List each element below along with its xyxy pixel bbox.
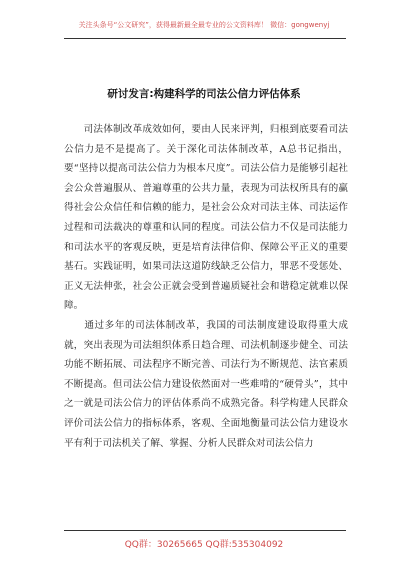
- paragraph-2: 通过多年的司法体制改革，我国的司法制度建设取得重大成就，突出表现为司法组织体系日趋合理、司法机制逐步健全、司法功能不断拓展、司法程序不断完善、司法行为不断规范、法官素质不断提高。但司法公信力建设依然面对一些难啃的“硬骨头”，其中之一就是司法公信力的评估体系尚不成熟完备。科学构建人民群众评价司法公信力的指标体系，客观、全面地衡量司法公信力建设水平有利于司法机关了解、掌握、分析人民群众对司法公信力: [64, 319, 348, 449]
- paragraph-1: 司法体制改革成效如何，要由人民来评判，归根到底要看司法公信力是不是提高了。关于深化司法体制改革，A总书记指出，要“坚持以提高司法公信力为根本尺度”。司法公信力是能够引起社会公众普遍服从、普遍尊重的公共力量，表现为司法权所具有的赢得社会公众信任和信赖的能力，是社会公众对司法主体、司法运作过程和司法裁决的尊重和认同的程度。司法公信力不仅是司法能力和司法水平的客观反映，更是培育法律信仰、保障公平正义的重要基石。实践证明，如果司法这道防线缺乏公信力，罪恶不受惩处、正义无法伸张，社会公正就会受到普遍质疑社会和谐稳定就难以保障。: [64, 124, 348, 312]
- document-body: [64, 120, 348, 453]
- footer-contact: QQ群：30265665 QQ群:535304092: [124, 540, 284, 550]
- header-divider: [64, 38, 346, 39]
- header-note: 关注头条号“公文研究”，获得最新最全最专业的公文资料库！ 微信：gongwenyj: [78, 21, 330, 29]
- document-title: 研讨发言:构建科学的司法公信力评估体系: [107, 88, 301, 100]
- footer-divider: [64, 530, 346, 531]
